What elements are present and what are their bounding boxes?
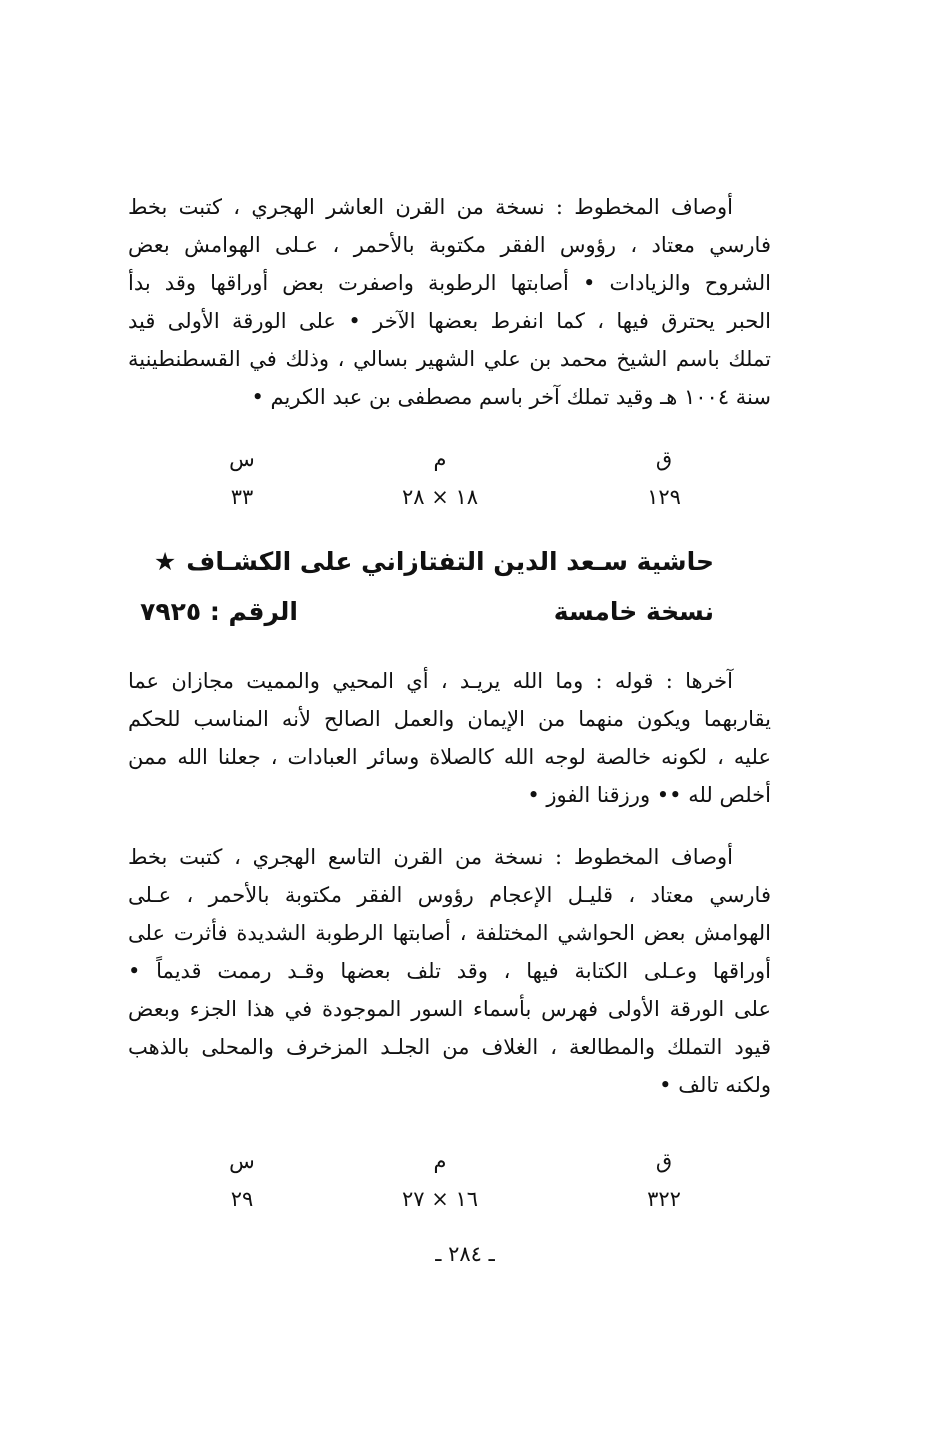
dimensions-value: ١٨ × ٢٨ — [401, 485, 479, 509]
entry1-description-line: فارسي معتاد ، رؤوس الفقر مكتوبة بالأحمر ، عـلى الهوامش بعض — [128, 233, 771, 257]
reference-number: الرقم : ٧٩٢٥ — [140, 597, 298, 626]
leaves-label: ق — [655, 447, 673, 471]
lines-value: ٢٩ — [230, 1187, 254, 1211]
entry2-description-line: فارسي معتاد ، قليـل الإعجام رؤوس الفقر مكتوبة بالأحمر ، عـلى — [128, 883, 771, 907]
entry2-ending-line: آخرها : قوله : وما الله يريـد ، أي المحيي والمميت مجازان عما — [128, 669, 733, 693]
entry1-description-line: الشروح والزيادات • أصابتها الرطوبة واصفرت بعض أوراقها وقد بدأ — [128, 271, 771, 295]
lines-value: ٣٣ — [230, 485, 254, 509]
star-icon: ★ — [153, 547, 177, 576]
leaves-value: ١٢٩ — [647, 485, 681, 509]
entry2-description-line: قيود التملك والمطالعة ، الغلاف من الجلـد المزخرف والمحلى بالذهب — [128, 1035, 771, 1059]
lines-label: س — [229, 447, 255, 471]
dimensions-value: ١٦ × ٢٧ — [401, 1187, 479, 1211]
entry2-ending-line: أخلص لله •• ورزقنا الفوز • — [527, 783, 771, 807]
entry2-description-line: أوراقها وعـلى الكتابة فيها ، وقد تلف بعضها وقـد رممت قديماً • — [128, 959, 771, 983]
entry2-description-line: ولكنه تالف • — [659, 1073, 771, 1097]
entry2-description-line: أوصاف المخطوط : نسخة من القرن التاسع الهجري ، كتبت بخط — [128, 845, 733, 869]
lines-label: س — [229, 1149, 255, 1173]
entry2-description — [128, 838, 771, 1104]
entry2-description-line: الهوامش بعض الحواشي المختلفة ، أصابتها الرطوبة الشديدة فأثرت على — [128, 921, 771, 945]
entry2-description-line: على الورقة الأولى فهرس بأسماء السور الموجودة في هذا الجزء وبعض — [128, 997, 771, 1021]
leaves-value: ٣٢٢ — [647, 1187, 681, 1211]
entry2-ending-line: عليه ، لكونه خالصة لوجه الله كالصلاة وسائر العبادات ، جعلنا الله ممن — [128, 745, 771, 769]
entry2-title — [154, 542, 714, 582]
entry1-measurements — [0, 440, 930, 520]
dimensions-label: م — [433, 447, 447, 471]
entry1-description-line: الحبر يحترق فيها ، كما انفرط بعضها الآخر • على الورقة الأولى قيد — [128, 309, 771, 333]
entry2-title-text: حاشية سـعد الدين التفتازاني على الكشـاف — [186, 547, 714, 576]
entry2-ending — [128, 662, 771, 814]
page-number: ـ ٢٨٤ ـ — [435, 1242, 495, 1266]
entry2-measurements — [0, 1142, 930, 1222]
entry1-description-line: سنة ١٠٠٤ هـ وقيد تملك آخر باسم مصطفى بن عبد الكريم • — [251, 385, 771, 409]
leaves-label: ق — [655, 1149, 673, 1173]
entry1-description — [128, 188, 771, 416]
entry1-description-line: أوصاف المخطوط : نسخة من القرن العاشر الهجري ، كتبت بخط — [128, 195, 733, 219]
dimensions-label: م — [433, 1149, 447, 1173]
entry2-ending-line: يقاربهما ويكون منهما من الإيمان والعمل الصالح لأنه المناسب للحكم — [128, 707, 771, 731]
entry1-description-line: تملك باسم الشيخ محمد بن علي الشهير بسالي ، وذلك في القسطنطينية — [128, 347, 771, 371]
copy-label: نسخة خامسة — [553, 597, 714, 626]
